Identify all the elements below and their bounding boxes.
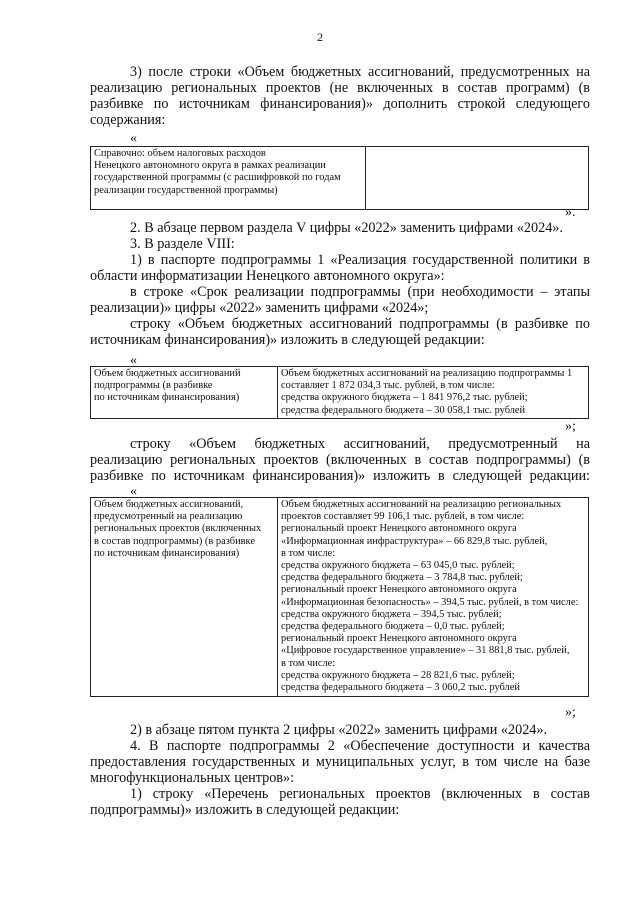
table-row bbox=[91, 147, 589, 210]
cell-line: средства окружного бюджета – 1 841 976,2 тыс. рублей; bbox=[281, 392, 528, 404]
table-row bbox=[91, 367, 589, 419]
paragraph-budget-row: строку «Объем бюджетных ассигнований подпрограммы (в разбивке по источникам финансирования)» изложить в следующей редакции: bbox=[90, 316, 590, 348]
cell-line: в том числе: bbox=[281, 657, 336, 669]
cell-line: средства федерального бюджета – 3 060,2 тыс. рублей bbox=[281, 682, 520, 694]
cell-line: Объем бюджетных ассигнований на реализацию региональных bbox=[281, 499, 562, 510]
cell-line: по источникам финансирования) bbox=[94, 392, 240, 404]
cell-line: средства окружного бюджета – 28 821,6 тыс. рублей; bbox=[281, 669, 515, 681]
table-cell-value bbox=[278, 367, 589, 419]
paragraph-term-row: в строке «Срок реализации подпрограммы (при необходимости – этапы реализации)» цифры «2022» заменить цифрами «2024»; bbox=[90, 284, 590, 316]
cell-lines bbox=[94, 368, 274, 405]
cell-line: средства окружного бюджета – 394,5 тыс. рублей; bbox=[281, 608, 502, 620]
cell-line: Ненецкого автономного округа в рамках реализации bbox=[94, 160, 326, 172]
closing-quote-3: »; bbox=[565, 705, 576, 720]
opening-quote-3: « bbox=[130, 484, 137, 499]
cell-line: средства федерального бюджета – 3 784,8 тыс. рублей; bbox=[281, 572, 523, 584]
cell-line: предусмотренный на реализацию bbox=[94, 511, 243, 523]
cell-line: средства окружного бюджета – 63 045,0 тыс. рублей; bbox=[281, 560, 515, 572]
table-cell-label bbox=[91, 367, 278, 419]
table-row bbox=[91, 498, 589, 697]
cell-line: проектов составляет 99 106,1 тыс. рублей, в том числе: bbox=[281, 511, 525, 523]
paragraph-section-v: 2. В абзаце первом раздела V цифры «2022» заменить цифрами «2024». bbox=[130, 220, 563, 236]
cell-line: региональный проект Ненецкого автономного округа bbox=[281, 523, 517, 535]
cell-line: Справочно: объем налоговых расходов bbox=[94, 148, 266, 159]
paragraph-abzac-five: 2) в абзаце пятом пункта 2 цифры «2022» заменить цифрами «2024». bbox=[130, 722, 548, 738]
table-cell-label bbox=[91, 498, 278, 697]
cell-lines bbox=[94, 499, 274, 560]
paragraph-regional-projects-row: строку «Объем бюджетных ассигнований, предусмотренный на реализацию региональных проектов (включенных в состав подпрограммы) (в разбивке по источникам финансирования)» изложить в следующей редакции: bbox=[90, 436, 590, 484]
cell-line: средства федерального бюджета – 30 058,1 тыс. рублей bbox=[281, 404, 526, 416]
table-subprogram-budget bbox=[90, 366, 589, 419]
cell-line: Объем бюджетных ассигнований bbox=[94, 368, 241, 379]
cell-line: государственной программы (с расшифровкой по годам bbox=[94, 172, 341, 184]
cell-line: региональных проектов (включенных bbox=[94, 523, 262, 535]
opening-quote-1: « bbox=[130, 131, 137, 146]
table-cell-label bbox=[91, 147, 366, 210]
cell-line: «Информационная инфраструктура» – 66 829,8 тыс. рублей, bbox=[281, 535, 548, 547]
table-tax-expenditures bbox=[90, 146, 589, 210]
page-number: 2 bbox=[317, 30, 323, 44]
paragraph-project-list-row: 1) строку «Перечень региональных проектов (включенных в состав подпрограммы)» изложить в следующей редакции: bbox=[90, 786, 590, 818]
opening-quote-2: « bbox=[130, 353, 137, 368]
cell-line: реализации государственной программы) bbox=[94, 184, 278, 196]
cell-line: региональный проект Ненецкого автономного округа bbox=[281, 584, 517, 596]
cell-line: Объем бюджетных ассигнований, bbox=[94, 499, 244, 510]
cell-line: «Цифровое государственное управление» – 31 881,8 тыс. рублей, bbox=[281, 645, 570, 657]
cell-line: «Информационная безопасность» – 394,5 тыс. рублей, в том числе: bbox=[281, 596, 579, 608]
cell-line: составляет 1 872 034,3 тыс. рублей, в том числе: bbox=[281, 380, 495, 392]
cell-line: в том числе: bbox=[281, 547, 336, 559]
paragraph-3-add-row: 3) после строки «Объем бюджетных ассигнований, предусмотренных на реализацию региональных проектов (не включенных в состав программ) (в разбивке по источникам финансирования)» дополнить строкой следующего содержания: bbox=[90, 64, 590, 128]
cell-line: региональный проект Ненецкого автономного округа bbox=[281, 633, 517, 645]
closing-quote-1: ». bbox=[565, 205, 576, 220]
paragraph-passport-subprogram-2: 4. В паспорте подпрограммы 2 «Обеспечение доступности и качества предоставления государственных и муниципальных услуг, в том числе на базе многофункциональных центров»: bbox=[90, 738, 590, 786]
paragraph-passport-subprogram-1: 1) в паспорте подпрограммы 1 «Реализация государственной политики в области информатизации Ненецкого автономного округа»: bbox=[90, 252, 590, 284]
cell-line: средства федерального бюджета – 0,0 тыс. рублей; bbox=[281, 621, 505, 633]
cell-line: Объем бюджетных ассигнований на реализацию подпрограммы 1 bbox=[281, 368, 573, 379]
cell-lines bbox=[281, 499, 585, 694]
cell-lines bbox=[281, 368, 585, 417]
paragraph-section-viii: 3. В разделе VIII: bbox=[130, 236, 235, 252]
closing-quote-2: »; bbox=[565, 419, 576, 434]
table-cell-value bbox=[366, 147, 589, 210]
table-cell-value bbox=[278, 498, 589, 697]
table-regional-projects-budget bbox=[90, 497, 589, 697]
cell-line: в состав подпрограммы) (в разбивке bbox=[94, 535, 255, 547]
cell-lines bbox=[94, 148, 362, 197]
cell-line: подпрограммы (в разбивке bbox=[94, 380, 213, 392]
cell-line: по источникам финансирования) bbox=[94, 547, 240, 559]
